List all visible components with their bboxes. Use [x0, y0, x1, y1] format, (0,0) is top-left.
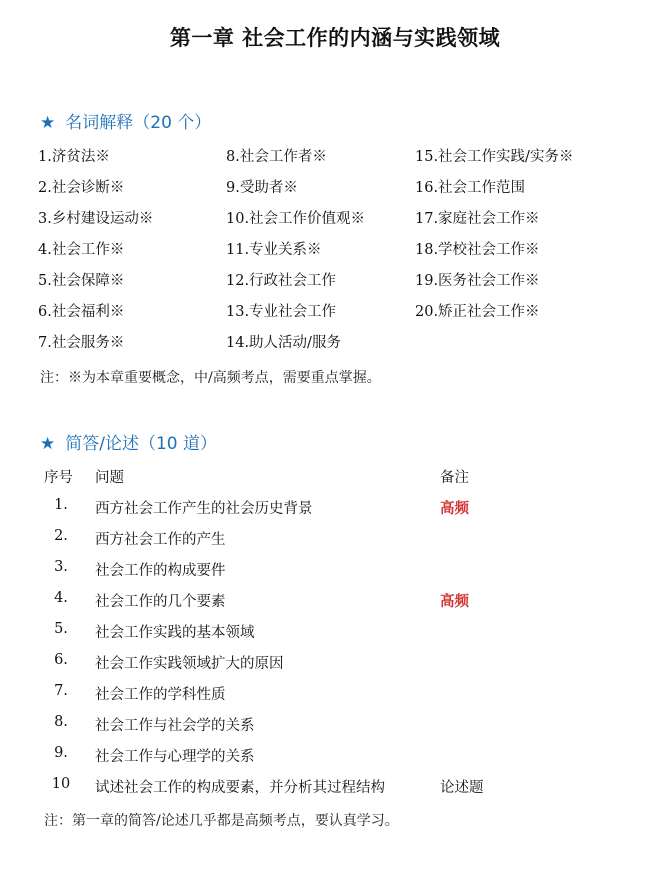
- star-icon: ★: [40, 113, 56, 133]
- qa-row-remark: 论述题: [440, 780, 484, 796]
- qa-row-number: 2.: [54, 528, 68, 544]
- term-item: 5.社会保障※: [38, 273, 125, 289]
- term-item: 15.社会工作实践/实务※: [415, 149, 574, 165]
- qa-row-number: 5.: [54, 621, 68, 637]
- qa-row-number: 4.: [54, 590, 68, 606]
- term-row: [38, 300, 638, 331]
- qa-row-number: 8.: [54, 714, 68, 730]
- term-item: 17.家庭社会工作※: [415, 211, 540, 227]
- term-row: [38, 269, 638, 300]
- term-item: 19.医务社会工作※: [415, 273, 540, 289]
- terms-grid: [38, 145, 638, 362]
- term-item: 16.社会工作范围: [415, 180, 526, 196]
- term-item: 12.行政社会工作: [226, 273, 337, 289]
- qa-row: [44, 745, 624, 776]
- qa-row-remark-hot-badge: 高频: [440, 500, 469, 517]
- term-row: [38, 176, 638, 207]
- qa-row: [44, 652, 624, 683]
- term-item: 7.社会服务※: [38, 335, 125, 351]
- qa-row-question: 社会工作的构成要件: [95, 563, 226, 579]
- term-item: 11.专业关系※: [226, 242, 322, 258]
- qa-row-number: 3.: [54, 559, 68, 575]
- qa-row-number: 1.: [54, 497, 68, 513]
- qa-row-question: 社会工作实践领域扩大的原因: [95, 656, 284, 672]
- term-row: [38, 207, 638, 238]
- qa-header-remark: 备注: [440, 470, 469, 486]
- qa-row-question: 社会工作实践的基本领域: [95, 625, 255, 641]
- term-item: 14.助人活动/服务: [226, 335, 341, 351]
- qa-row: [44, 714, 624, 745]
- qa-table: [44, 466, 624, 807]
- term-item: 18.学校社会工作※: [415, 242, 540, 258]
- term-item: 20.矫正社会工作※: [415, 304, 540, 320]
- term-item: 3.乡村建设运动※: [38, 211, 154, 227]
- qa-row-number: 7.: [54, 683, 68, 699]
- qa-row-question: 试述社会工作的构成要素，并分析其过程结构: [95, 780, 385, 796]
- qa-header-row: [44, 466, 624, 497]
- qa-header-no: 序号: [44, 470, 73, 486]
- qa-note: 注：第一章的简答/论述几乎都是高频考点，要认真学习。: [44, 813, 399, 829]
- qa-row-question: 社会工作与心理学的关系: [95, 749, 255, 765]
- qa-row-question: 社会工作的几个要素: [95, 594, 226, 610]
- terms-section-heading: [40, 108, 211, 133]
- qa-row: [44, 621, 624, 652]
- qa-row: [44, 559, 624, 590]
- page-title: 第一章 社会工作的内涵与实践领域: [169, 25, 501, 50]
- qa-row-remark-hot-badge: 高频: [440, 593, 469, 610]
- term-item: 4.社会工作※: [38, 242, 125, 258]
- qa-row: [44, 528, 624, 559]
- qa-row-question: 社会工作与社会学的关系: [95, 718, 255, 734]
- qa-row-number: 9.: [54, 745, 68, 761]
- term-row: [38, 145, 638, 176]
- term-item: 10.社会工作价值观※: [226, 211, 366, 227]
- star-icon: ★: [40, 434, 56, 454]
- qa-row-question: 西方社会工作产生的社会历史背景: [95, 501, 313, 517]
- qa-row: [44, 590, 624, 621]
- term-row: [38, 331, 638, 362]
- qa-header-question: 问题: [95, 470, 124, 486]
- term-item: 2.社会诊断※: [38, 180, 125, 196]
- qa-row-question: 社会工作的学科性质: [95, 687, 226, 703]
- term-item: 6.社会福利※: [38, 304, 125, 320]
- terms-note: 注：※为本章重要概念，中/高频考点，需要重点掌握。: [40, 370, 381, 386]
- qa-row-question: 西方社会工作的产生: [95, 532, 226, 548]
- term-item: 13.专业社会工作: [226, 304, 337, 320]
- term-item: 9.受助者※: [226, 180, 298, 196]
- qa-row: [44, 683, 624, 714]
- qa-row: [44, 776, 624, 807]
- term-item: 1.济贫法※: [38, 149, 110, 165]
- qa-heading-text: 简答/论述（10 道）: [65, 434, 218, 454]
- qa-section-heading: [40, 429, 217, 454]
- terms-heading-text: 名词解释（20 个）: [65, 113, 212, 133]
- term-item: 8.社会工作者※: [226, 149, 327, 165]
- qa-row: [44, 497, 624, 528]
- qa-row-number: 10: [51, 776, 71, 792]
- term-row: [38, 238, 638, 269]
- qa-row-number: 6.: [54, 652, 68, 668]
